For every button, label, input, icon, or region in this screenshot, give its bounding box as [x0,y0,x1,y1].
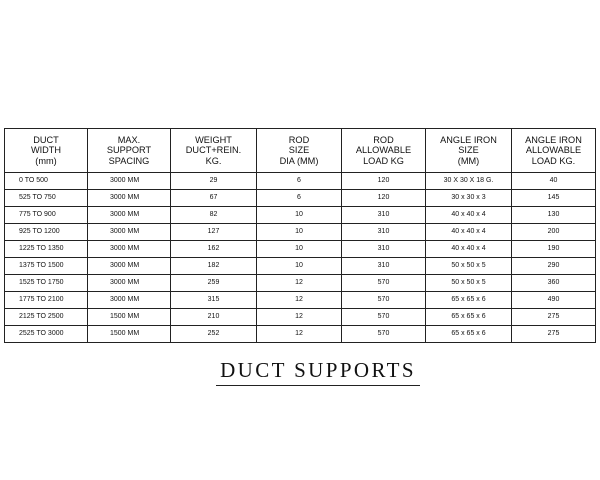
cell-rod-size: 12 [257,275,342,292]
cell-rod-size: 10 [257,258,342,275]
cell-rod-load: 310 [342,207,426,224]
cell-support-spacing: 1500 MM [88,309,171,326]
cell-rod-size: 10 [257,224,342,241]
cell-weight: 182 [171,258,257,275]
cell-weight: 252 [171,326,257,343]
cell-duct-width: 925 TO 1200 [5,224,88,241]
header-line: LOAD KG [363,155,404,166]
header-angle-iron-load [512,129,596,173]
cell-angle-iron-size: 65 x 65 x 6 [426,292,512,309]
header-line: LOAD KG. [531,155,576,166]
cell-rod-load: 570 [342,275,426,292]
cell-rod-load: 120 [342,190,426,207]
cell-support-spacing: 3000 MM [88,275,171,292]
cell-angle-iron-load: 275 [512,309,596,326]
header-line: ANGLE IRON [440,134,497,145]
header-line: MAX. [117,134,141,145]
cell-rod-load: 570 [342,326,426,343]
header-line: DUCT+REIN. [185,145,242,156]
cell-angle-iron-load: 275 [512,326,596,343]
header-line: DIA (MM) [279,155,319,166]
cell-support-spacing: 3000 MM [88,241,171,258]
cell-weight: 82 [171,207,257,224]
cell-angle-iron-size: 30 X 30 X 18 G. [426,173,512,190]
cell-duct-width: 1375 TO 1500 [5,258,88,275]
table-row [5,173,596,190]
cell-support-spacing: 3000 MM [88,207,171,224]
cell-angle-iron-size: 65 x 65 x 6 [426,326,512,343]
header-line: (MM) [457,155,480,166]
header-line: SPACING [108,155,150,166]
table-row [5,207,596,224]
cell-support-spacing: 3000 MM [88,173,171,190]
header-line: SIZE [458,145,479,156]
header-line: ROD [373,134,394,145]
cell-duct-width: 2525 TO 3000 [5,326,88,343]
cell-rod-size: 6 [257,173,342,190]
cell-duct-width: 1525 TO 1750 [5,275,88,292]
cell-angle-iron-load: 290 [512,258,596,275]
table-row [5,326,596,343]
table-row [5,241,596,258]
cell-weight: 29 [171,173,257,190]
header-duct-width [5,129,88,173]
cell-duct-width: 2125 TO 2500 [5,309,88,326]
cell-rod-size: 12 [257,326,342,343]
cell-support-spacing: 3000 MM [88,190,171,207]
cell-support-spacing: 3000 MM [88,292,171,309]
cell-weight: 259 [171,275,257,292]
header-line: WIDTH [30,145,62,156]
cell-angle-iron-size: 30 x 30 x 3 [426,190,512,207]
table-row [5,292,596,309]
cell-angle-iron-size: 40 x 40 x 4 [426,207,512,224]
header-line: WEIGHT [195,134,232,145]
caption-underline [216,385,420,386]
header-line: ALLOWABLE [355,145,412,156]
cell-angle-iron-size: 50 x 50 x 5 [426,258,512,275]
header-weight [171,129,257,173]
cell-rod-load: 120 [342,173,426,190]
table-body [5,173,596,343]
table-row [5,190,596,207]
header-angle-iron-size [426,129,512,173]
drawing-caption [216,358,420,383]
cell-support-spacing: 3000 MM [88,224,171,241]
cell-duct-width: 1775 TO 2100 [5,292,88,309]
header-row [5,129,596,173]
header-max-support-spacing [88,129,171,173]
cell-rod-size: 12 [257,309,342,326]
caption-title: DUCT SUPPORTS [220,358,416,382]
header-line: SIZE [288,145,310,156]
cell-angle-iron-load: 360 [512,275,596,292]
table-row [5,275,596,292]
cell-weight: 210 [171,309,257,326]
cell-duct-width: 525 TO 750 [5,190,88,207]
cell-weight: 162 [171,241,257,258]
header-line: SUPPORT [106,145,152,156]
cell-angle-iron-load: 40 [512,173,596,190]
table-row [5,309,596,326]
cell-angle-iron-load: 490 [512,292,596,309]
cell-duct-width: 1225 TO 1350 [5,241,88,258]
header-line: ROD [288,134,310,145]
cell-support-spacing: 1500 MM [88,326,171,343]
duct-supports-table [4,128,596,343]
cell-rod-size: 10 [257,207,342,224]
header-line: ALLOWABLE [525,145,582,156]
cell-angle-iron-size: 50 x 50 x 5 [426,275,512,292]
cell-rod-load: 570 [342,292,426,309]
cell-duct-width: 0 TO 500 [5,173,88,190]
cell-weight: 127 [171,224,257,241]
cell-weight: 67 [171,190,257,207]
cell-angle-iron-size: 40 x 40 x 4 [426,224,512,241]
cell-angle-iron-load: 145 [512,190,596,207]
header-line: DUCT [33,134,59,145]
cell-weight: 315 [171,292,257,309]
cell-rod-size: 12 [257,292,342,309]
cell-rod-load: 570 [342,309,426,326]
table-row [5,224,596,241]
header-line: (mm) [35,155,57,166]
cell-angle-iron-load: 200 [512,224,596,241]
header-rod-size [257,129,342,173]
cell-duct-width: 775 TO 900 [5,207,88,224]
cell-rod-load: 310 [342,258,426,275]
header-line: ANGLE IRON [525,134,582,145]
cell-rod-size: 10 [257,241,342,258]
header-rod-load [342,129,426,173]
cell-angle-iron-load: 190 [512,241,596,258]
cell-support-spacing: 3000 MM [88,258,171,275]
table-row [5,258,596,275]
cell-angle-iron-size: 65 x 65 x 6 [426,309,512,326]
header-line: KG. [205,155,222,166]
cell-rod-load: 310 [342,241,426,258]
cell-angle-iron-size: 40 x 40 x 4 [426,241,512,258]
cell-rod-load: 310 [342,224,426,241]
duct-supports-table-container [4,128,595,343]
cell-rod-size: 6 [257,190,342,207]
cell-angle-iron-load: 130 [512,207,596,224]
